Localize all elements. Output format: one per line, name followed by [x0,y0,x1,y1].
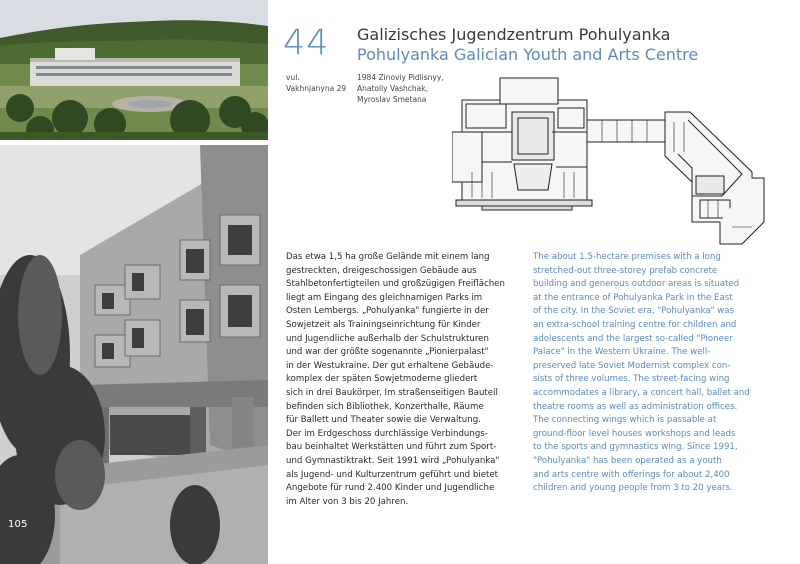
text-line: "Pohulyanka" has been operated as a youth [533,455,722,466]
text-line: befinden sich Bibliothek, Konzerthalle, Räume [286,401,484,412]
text-line: an extra-school training centre for children and [533,319,737,330]
text-line: gestreckten, dreigeschossigen Gebäude aus [286,265,477,276]
text-line: Palace" in the Western Ukraine. The well- [533,347,711,358]
text-line: building and generous outdoor areas is situated [533,279,740,290]
title-german: Galizisches Jugendzentrum Pohulyanka [357,25,671,44]
text-line: für Ballett und Theater sowie die Verwaltung. [286,415,481,426]
text-line: komplex der späten Sowjetmoderne gliedert [286,374,478,385]
text-line: adolescents and the largest so-called "Pioneer [533,333,733,344]
text-line: und Jugendliche außerhalb der Schulstrukturen [286,333,489,344]
text-line: als Jugend- und Kulturzentrum geführt und bietet [286,469,499,480]
floor-plan-drawing [452,72,770,248]
text-line: to the sports and gymnastics wing. Since 1991, [533,442,738,453]
text-line: accommodates a library, a concert hall, ballet and [533,387,750,398]
building-aerial-photo [0,0,268,140]
text-line: und war der größte sogenannte „Pionierpalast" [286,347,489,358]
text-line: Stahlbetonfertigteilen und großzügigen Freiflächen [286,279,505,290]
text-line: children and young people from 3 to 20 years. [533,483,733,494]
text-line: Angebote für rund 2.400 Kinder und Jugendliche [286,483,495,494]
body-text-english [533,251,755,496]
credit-line: Anatoliy Vashchak, [357,84,429,93]
entry-number: 44 [283,23,330,63]
architects-credit [357,72,444,105]
text-line: and arts centre with offerings for about 2,400 [533,469,730,480]
credit-line: 1984 Zinoviy Pidlisnyy, [357,73,444,82]
text-line: stretched-out three-storey prefab concrete [533,265,718,276]
text-line: The about 1.5-hectare premises with a long [533,252,721,262]
text-line: sich in drei Baukörper. Im straßenseitigen Bauteil [286,387,498,398]
text-line: theatre rooms as well as administration offices. [533,401,738,412]
title-english: Pohulyanka Galician Youth and Arts Centre [357,45,699,64]
text-line: sists of three volumes. The street-facing wing [533,374,730,385]
text-line: bau beinhaltet Werkstätten und führt zum Sport- [286,442,497,453]
address [286,72,346,94]
body-text-german [286,251,516,509]
address-line: vul. [286,73,300,82]
text-line: The connecting wings which is passable at [533,415,717,426]
text-line: at the entrance of Pohulyanka Park in the East [533,292,733,303]
text-line: und Gymnastiktrakt. Seit 1991 wird „Pohulyanka" [286,455,500,466]
text-line: ground-floor level houses workshops and leads [533,428,736,439]
building-facade-photo [0,145,268,564]
text-line: im Alter von 3 bis 20 Jahren. [286,496,409,507]
address-line: Vakhnjanyna 29 [286,84,347,93]
text-line: of the city. In the Soviet era, "Pohulyanka" was [533,306,735,317]
page-number: 105 [8,519,28,530]
text-line: Osten Lembergs. „Pohulyanka" fungierte in der [286,306,489,317]
text-line: liegt am Eingang des gleichnamigen Parks im [286,292,483,303]
text-line: preserved late Soviet Modernist complex con- [533,360,731,371]
credit-line: Myroslav Smetana [357,95,427,104]
text-line: Das etwa 1,5 ha große Gelände mit einem lang [286,252,490,262]
text-line: in der Westukraine. Der gut erhaltene Gebäude- [286,360,494,371]
text-line: Der im Erdgeschoss durchlässige Verbindungs- [286,428,488,439]
text-line: Sowjetzeit als Trainingseinrichtung für Kinder [286,319,481,330]
